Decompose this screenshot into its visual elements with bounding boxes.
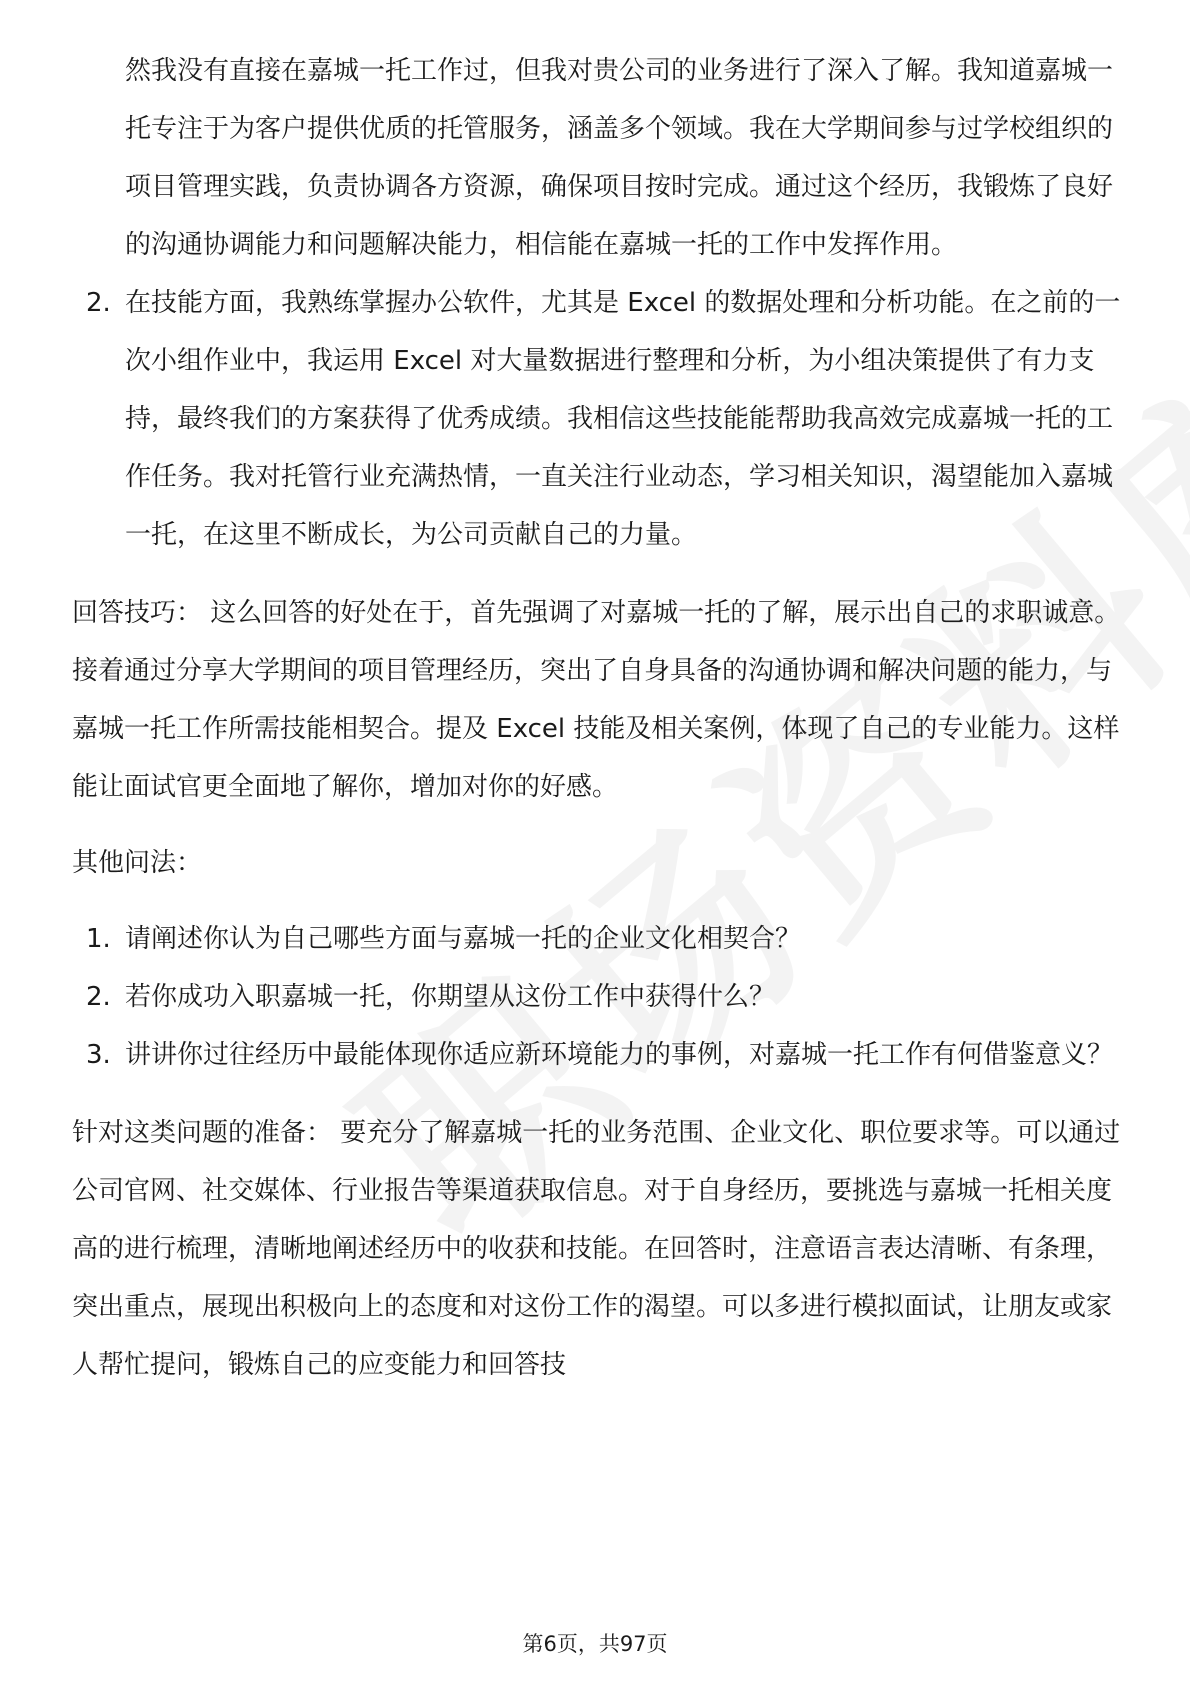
- list-item-number: 2.: [86, 982, 111, 1012]
- answer-list: [72, 274, 1122, 564]
- list-item-number: 2.: [86, 288, 111, 318]
- document-body: [72, 42, 1122, 1394]
- list-item: [72, 274, 1122, 564]
- answer-tips: 回答技巧： 这么回答的好处在于，首先强调了对嘉城一托的了解，展示出自己的求职诚意。接着通过分享大学期间的项目管理经历，突出了自身具备的沟通协调和解决问题的能力，与嘉城一托工作所需技能相契合。提及 Excel 技能及相关案例，体现了自己的专业能力。这样能让面试官更全面地了解你，增加对你的好感。: [72, 598, 1121, 802]
- list-item-text: 请阐述你认为自己哪些方面与嘉城一托的企业文化相契合？: [125, 924, 802, 954]
- list-item-text: 在技能方面，我熟练掌握办公软件，尤其是 Excel 的数据处理和分析功能。在之前的一次小组作业中，我运用 Excel 对大量数据进行整理和分析，为小组决策提供了有力支持，最终我们的方案获得了优秀成绩。我相信这些技能能帮助我高效完成嘉城一托的工作任务。我对托管行业充满热情，一直关注行业动态，学习相关知识，渴望能加入嘉城一托，在这里不断成长，为公司贡献自己的力量。: [125, 288, 1121, 550]
- list-item-number: 3.: [86, 1040, 111, 1070]
- list-item-text: 若你成功入职嘉城一托，你期望从这份工作中获得什么？: [125, 982, 776, 1012]
- list-item-text: 讲讲你过往经历中最能体现你适应新环境能力的事例，对嘉城一托工作有何借鉴意义？: [125, 1040, 1114, 1070]
- continued-paragraph: 然我没有直接在嘉城一托工作过，但我对贵公司的业务进行了深入了解。我知道嘉城一托专注于为客户提供优质的托管服务，涵盖多个领域。我在大学期间参与过学校组织的项目管理实践，负责协调各方资源，确保项目按时完成。通过这个经历，我锻炼了良好的沟通协调能力和问题解决能力，相信能在嘉城一托的工作中发挥作用。: [125, 56, 1114, 260]
- other-questions-heading: 其他问法：: [72, 848, 203, 878]
- preparation-paragraph: 针对这类问题的准备： 要充分了解嘉城一托的业务范围、企业文化、职位要求等。可以通过公司官网、社交媒体、行业报告等渠道获取信息。对于自身经历，要挑选与嘉城一托相关度高的进行梳理，清晰地阐述经历中的收获和技能。在回答时，注意语言表达清晰、有条理，突出重点，展现出积极向上的态度和对这份工作的渴望。可以多进行模拟面试，让朋友或家人帮忙提问，锻炼自己的应变能力和回答技: [72, 1118, 1121, 1380]
- page-footer: 第6页，共97页: [522, 1632, 668, 1656]
- other-questions-list: [72, 910, 1122, 1084]
- list-item: [72, 968, 1122, 1026]
- list-item: [72, 1026, 1122, 1084]
- list-item: [72, 910, 1122, 968]
- list-item-number: 1.: [86, 924, 111, 954]
